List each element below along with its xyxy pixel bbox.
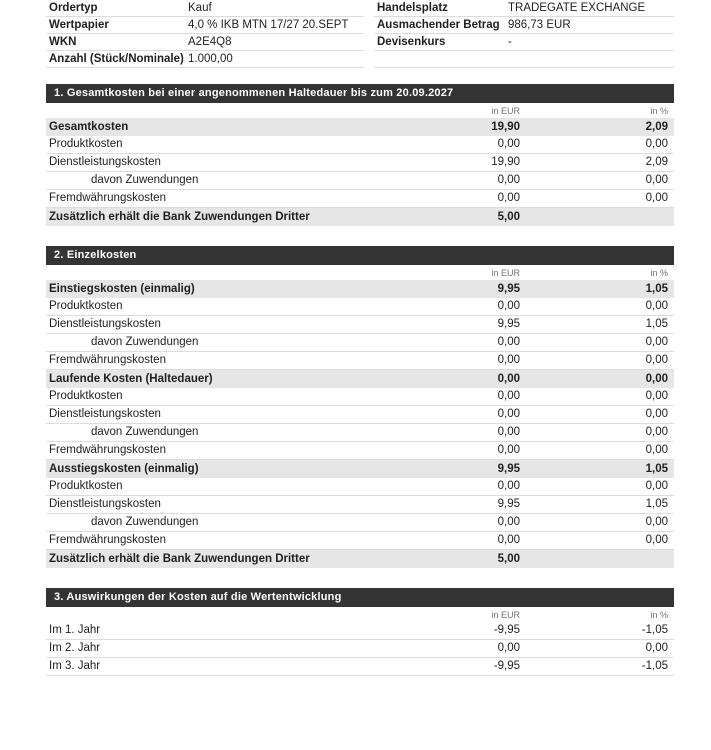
cost-row-label: Dienstleistungskosten xyxy=(49,318,161,330)
order-detail-row xyxy=(374,51,674,68)
cost-row-pct-value: 0,00 xyxy=(645,174,668,186)
cost-row-eur-value: 0,00 xyxy=(497,336,520,348)
order-detail-label: Devisenkurs xyxy=(377,36,446,48)
cost-row-label: Im 3. Jahr xyxy=(49,660,101,672)
cost-row-label: davon Zuwendungen xyxy=(91,336,199,348)
column-header-pct: in % xyxy=(650,610,668,620)
column-header-eur: in EUR xyxy=(491,610,520,620)
column-header-row xyxy=(46,607,674,622)
order-detail-label: Ordertyp xyxy=(49,2,98,14)
cost-row-eur-value: 9,95 xyxy=(497,282,520,295)
section-title-bar xyxy=(46,84,674,103)
order-detail-label: Wertpapier xyxy=(49,19,109,31)
order-detail-row xyxy=(374,34,674,51)
cost-row-pct-value: 0,00 xyxy=(645,534,668,546)
cost-row-pct-value: 0,00 xyxy=(645,444,668,456)
order-detail-label: Anzahl (Stück/Nominale) xyxy=(49,53,184,65)
column-header-eur: in EUR xyxy=(491,106,520,116)
cost-row-label: davon Zuwendungen xyxy=(91,174,199,186)
section-title-bar xyxy=(46,246,674,265)
cost-row-eur-value: 0,00 xyxy=(497,174,520,186)
order-details-right-table xyxy=(374,0,674,68)
section-title: 1. Gesamtkosten bei einer angenommenen Haltedauer bis zum 20.09.2027 xyxy=(54,87,454,99)
cost-row-eur-value: 0,00 xyxy=(497,192,520,204)
order-detail-row xyxy=(46,51,364,68)
cost-row xyxy=(46,388,674,406)
order-detail-value: - xyxy=(508,36,512,48)
column-header-eur: in EUR xyxy=(491,268,520,278)
order-detail-row xyxy=(374,0,674,17)
cost-row xyxy=(46,478,674,496)
cost-row xyxy=(46,658,674,676)
cost-row xyxy=(46,334,674,352)
cost-row-pct-value: 0,00 xyxy=(645,300,668,312)
order-detail-value: 4,0 % IKB MTN 17/27 20.SEPT xyxy=(188,19,349,31)
cost-row-label: davon Zuwendungen xyxy=(91,516,199,528)
order-detail-value: A2E4Q8 xyxy=(188,36,232,48)
cost-row-eur-value: 0,00 xyxy=(497,372,520,385)
cost-row-pct-value: 0,00 xyxy=(645,390,668,402)
order-detail-value: Kauf xyxy=(188,2,212,14)
cost-row-label: Fremdwährungskosten xyxy=(49,534,166,546)
cost-row xyxy=(46,118,674,136)
cost-row xyxy=(46,172,674,190)
order-detail-label: WKN xyxy=(49,36,77,48)
cost-row-label: Produktkosten xyxy=(49,480,123,492)
cost-row xyxy=(46,514,674,532)
cost-row xyxy=(46,316,674,334)
cost-row-eur-value: 9,95 xyxy=(497,462,520,475)
cost-row-pct-value: 0,00 xyxy=(645,642,668,654)
order-detail-row xyxy=(374,17,674,34)
cost-row-label: Fremdwährungskosten xyxy=(49,192,166,204)
cost-row-label: Produktkosten xyxy=(49,138,123,150)
cost-row xyxy=(46,532,674,550)
cost-row xyxy=(46,208,674,226)
column-header-pct: in % xyxy=(650,268,668,278)
column-header-pct: in % xyxy=(650,106,668,116)
cost-row-label: Zusätzlich erhält die Bank Zuwendungen Dritter xyxy=(49,552,310,565)
cost-row-eur-value: 9,95 xyxy=(497,498,520,510)
cost-row xyxy=(46,550,674,568)
cost-sections xyxy=(46,84,674,676)
cost-row-label: Laufende Kosten (Haltedauer) xyxy=(49,372,213,385)
cost-row xyxy=(46,442,674,460)
order-detail-row xyxy=(46,17,364,34)
column-header-row xyxy=(46,103,674,118)
order-detail-row xyxy=(46,34,364,51)
cost-row xyxy=(46,424,674,442)
cost-row-pct-value: 1,05 xyxy=(645,318,668,330)
cost-row-eur-value: 0,00 xyxy=(497,444,520,456)
cost-row-pct-value: -1,05 xyxy=(641,660,668,672)
cost-row-pct-value: 1,05 xyxy=(645,282,668,295)
cost-row xyxy=(46,640,674,658)
cost-row xyxy=(46,190,674,208)
cost-row-label: Produktkosten xyxy=(49,300,123,312)
cost-row xyxy=(46,460,674,478)
cost-row-pct-value: 1,05 xyxy=(645,462,668,475)
cost-row-eur-value: 0,00 xyxy=(497,390,520,402)
cost-row-eur-value: 19,90 xyxy=(491,156,520,168)
cost-row-eur-value: 0,00 xyxy=(497,480,520,492)
cost-row-pct-value: 0,00 xyxy=(645,516,668,528)
order-detail-row xyxy=(46,0,364,17)
cost-row-pct-value: 0,00 xyxy=(645,336,668,348)
cost-row xyxy=(46,136,674,154)
cost-row-eur-value: 0,00 xyxy=(497,642,520,654)
cost-row xyxy=(46,370,674,388)
section-title: 3. Auswirkungen der Kosten auf die Wertentwicklung xyxy=(54,591,342,603)
cost-row-label: Dienstleistungskosten xyxy=(49,408,161,420)
cost-row xyxy=(46,352,674,370)
cost-row xyxy=(46,298,674,316)
order-details-left-table xyxy=(46,0,364,68)
cost-row-label: Fremdwährungskosten xyxy=(49,444,166,456)
order-detail-label: Handelsplatz xyxy=(377,2,448,14)
section-title-bar xyxy=(46,588,674,607)
cost-row-eur-value: 19,90 xyxy=(491,120,520,133)
order-detail-value: 1.000,00 xyxy=(188,53,233,65)
cost-row-eur-value: 0,00 xyxy=(497,426,520,438)
cost-row-label: Im 2. Jahr xyxy=(49,642,101,654)
cost-row-pct-value: 0,00 xyxy=(645,192,668,204)
cost-row-label: Gesamtkosten xyxy=(49,120,129,133)
cost-row-eur-value: 5,00 xyxy=(497,210,520,223)
cost-row xyxy=(46,496,674,514)
section-title: 2. Einzelkosten xyxy=(54,249,137,261)
cost-row-pct-value: 2,09 xyxy=(645,156,668,168)
cost-row-eur-value: -9,95 xyxy=(493,624,520,636)
cost-row-eur-value: 0,00 xyxy=(497,138,520,150)
cost-row xyxy=(46,154,674,172)
cost-row-pct-value: 2,09 xyxy=(645,120,668,133)
cost-row-eur-value: 0,00 xyxy=(497,408,520,420)
cost-section xyxy=(46,84,674,226)
cost-row-pct-value: 0,00 xyxy=(645,426,668,438)
cost-row-eur-value: 0,00 xyxy=(497,516,520,528)
cost-row xyxy=(46,280,674,298)
cost-row-label: Einstiegskosten (einmalig) xyxy=(49,282,195,295)
cost-section xyxy=(46,588,674,676)
cost-row-pct-value: 0,00 xyxy=(645,408,668,420)
cost-row-pct-value: 0,00 xyxy=(645,354,668,366)
cost-row-label: Im 1. Jahr xyxy=(49,624,101,636)
cost-row-eur-value: -9,95 xyxy=(493,660,520,672)
order-detail-value: 986,73 EUR xyxy=(508,19,571,31)
cost-row-pct-value: -1,05 xyxy=(641,624,668,636)
cost-row xyxy=(46,622,674,640)
cost-row-label: davon Zuwendungen xyxy=(91,426,199,438)
order-detail-label: Ausmachender Betrag xyxy=(377,19,500,31)
order-details-header xyxy=(46,0,674,68)
cost-row-label: Dienstleistungskosten xyxy=(49,156,161,168)
cost-row xyxy=(46,406,674,424)
cost-section xyxy=(46,246,674,568)
cost-row-pct-value: 0,00 xyxy=(645,138,668,150)
column-header-row xyxy=(46,265,674,280)
cost-row-pct-value: 0,00 xyxy=(645,372,668,385)
cost-row-eur-value: 9,95 xyxy=(497,318,520,330)
cost-row-label: Dienstleistungskosten xyxy=(49,498,161,510)
cost-row-label: Produktkosten xyxy=(49,390,123,402)
cost-row-label: Ausstiegskosten (einmalig) xyxy=(49,462,199,475)
cost-row-label: Fremdwährungskosten xyxy=(49,354,166,366)
order-detail-value: TRADEGATE EXCHANGE xyxy=(508,2,646,14)
cost-row-pct-value: 0,00 xyxy=(645,480,668,492)
cost-row-eur-value: 5,00 xyxy=(497,552,520,565)
cost-row-eur-value: 0,00 xyxy=(497,534,520,546)
cost-row-label: Zusätzlich erhält die Bank Zuwendungen Dritter xyxy=(49,210,310,223)
cost-row-eur-value: 0,00 xyxy=(497,300,520,312)
cost-row-pct-value: 1,05 xyxy=(645,498,668,510)
cost-row-eur-value: 0,00 xyxy=(497,354,520,366)
